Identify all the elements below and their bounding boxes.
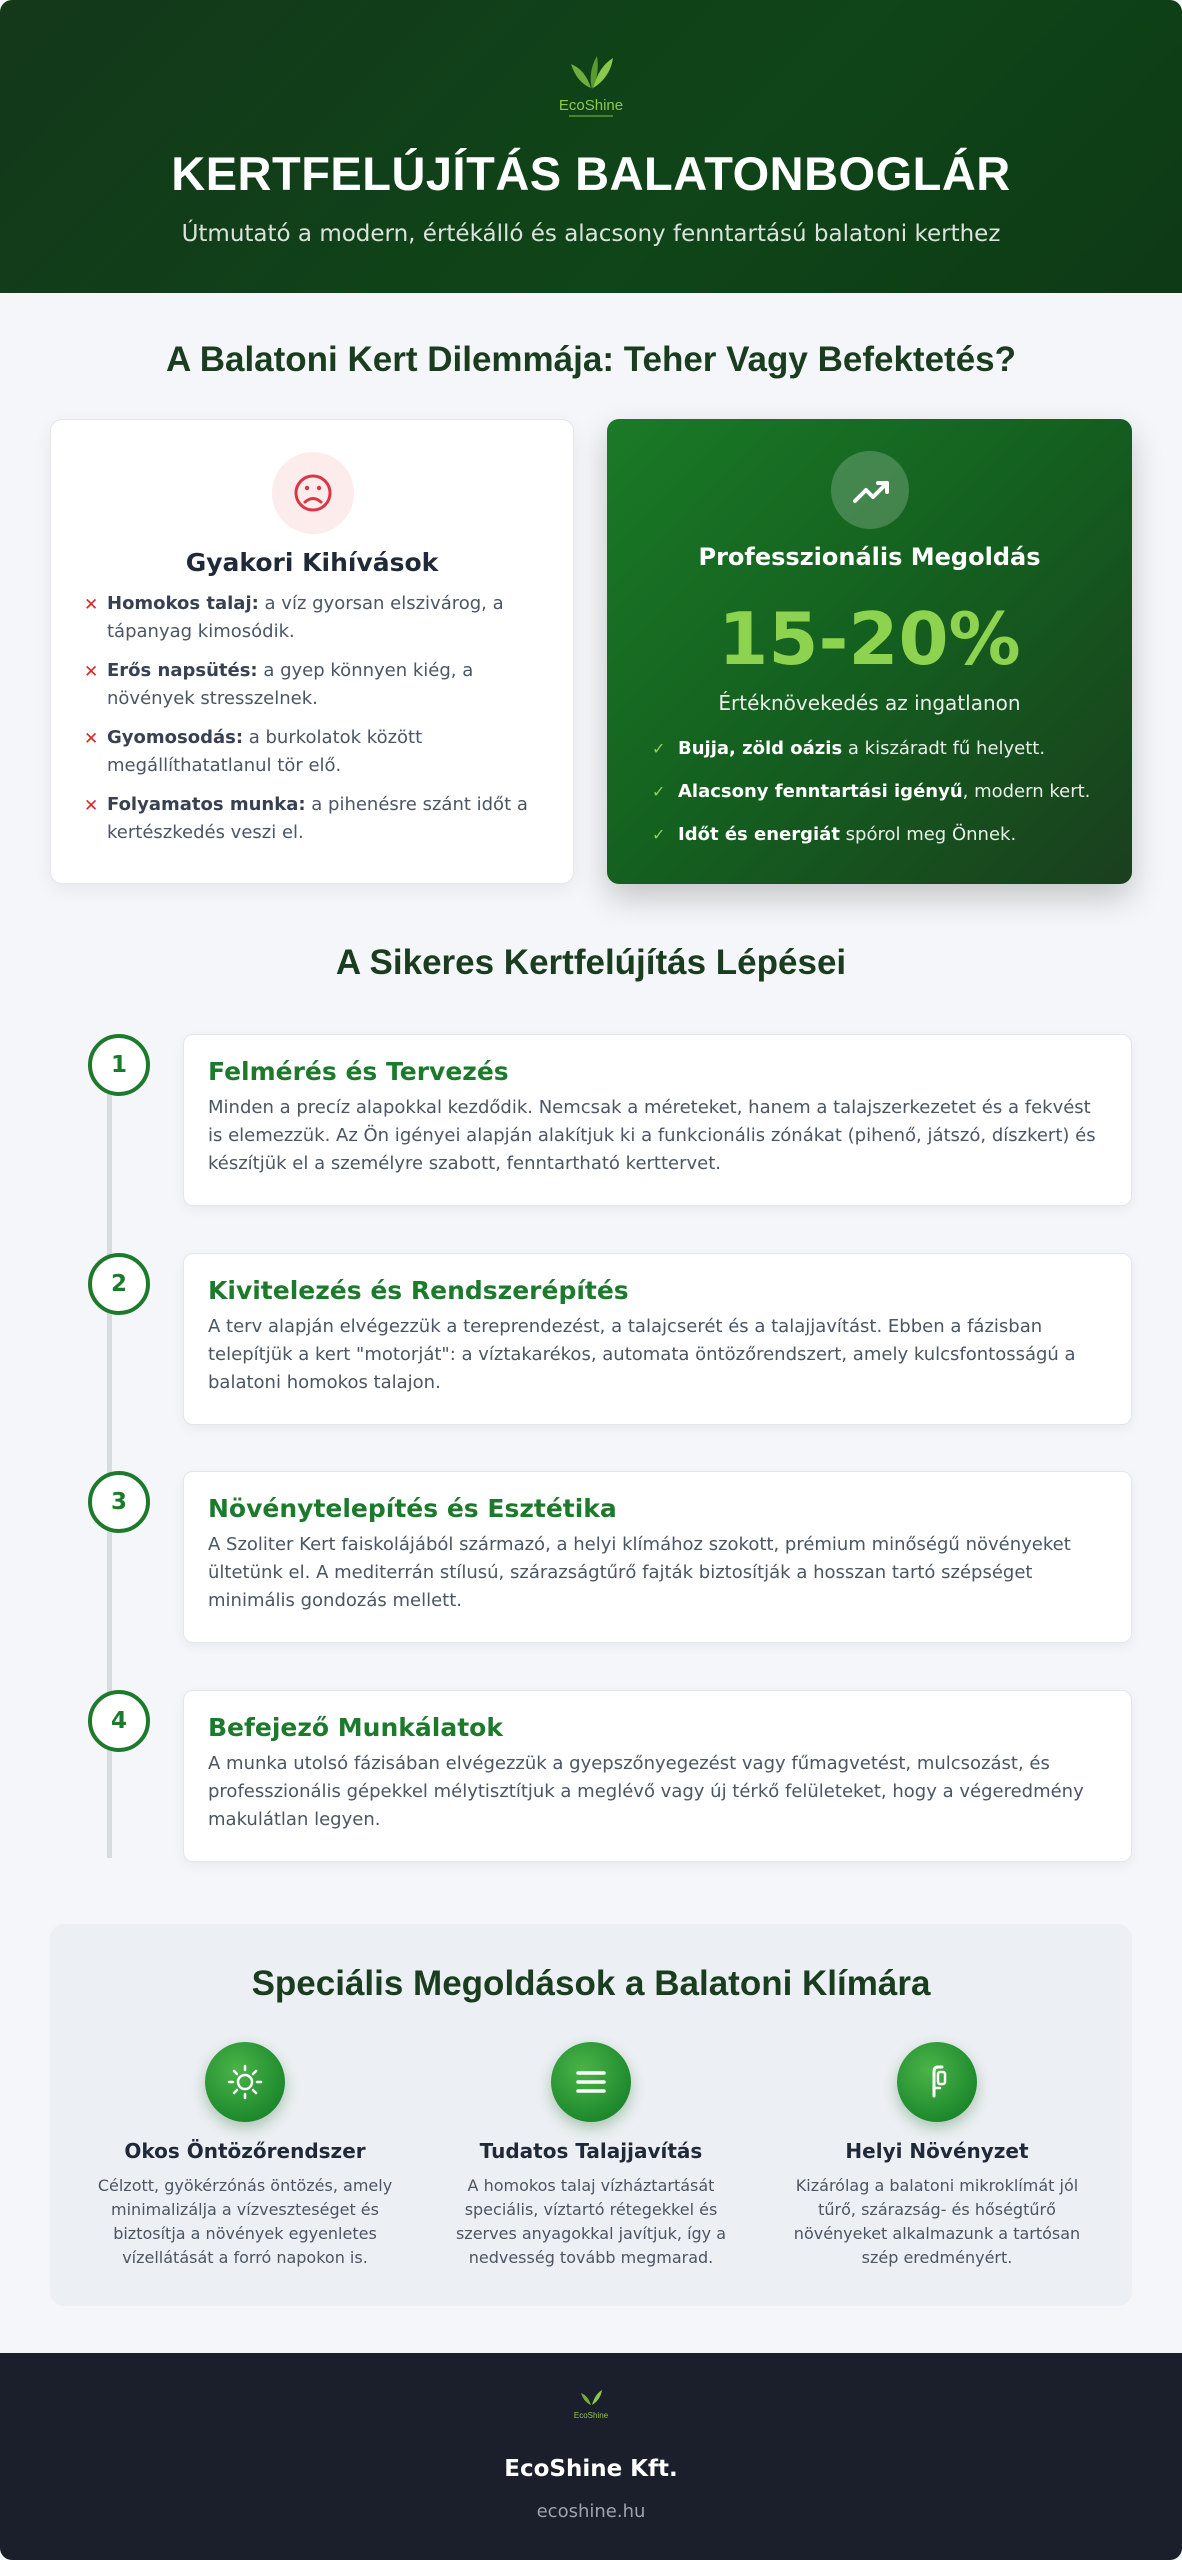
step-card-2 xyxy=(183,1253,1132,1425)
item-text: a gyep könnyen kiég, a növények stresszelnek. xyxy=(107,660,474,709)
item-bold: Erős napsütés: xyxy=(107,660,258,681)
check-icon: ✓ xyxy=(652,782,666,801)
sad-face-icon xyxy=(272,452,354,534)
item-bold: Gyomosodás: xyxy=(107,727,244,748)
step-card-1 xyxy=(183,1034,1132,1206)
item-bold: Alacsony fenntartási igényű xyxy=(678,781,963,802)
special-section-title: Speciális Megoldások a Balatoni Klímára xyxy=(251,1964,931,2003)
item-text: spórol meg Önnek. xyxy=(839,824,1017,845)
svg-text:EcoShine: EcoShine xyxy=(558,97,624,114)
x-icon: ✕ xyxy=(84,729,99,749)
item-text: a kiszáradt fű helyett. xyxy=(842,738,1046,759)
list-item xyxy=(652,735,1112,763)
dilemma-section-title: A Balatoni Kert Dilemmája: Teher Vagy Befektetés? xyxy=(166,340,1016,379)
step-title: Kivitelezés és Rendszerépítés xyxy=(208,1276,629,1305)
item-bold: Homokos talaj: xyxy=(107,593,259,614)
item-text: , modern kert. xyxy=(962,781,1091,802)
ecoshine-logo xyxy=(541,48,641,128)
list-item xyxy=(652,778,1112,806)
plant-icon xyxy=(897,2042,977,2122)
list-item xyxy=(81,590,551,646)
item-bold: Időt és energiát xyxy=(678,824,840,845)
steps-section-title: A Sikeres Kertfelújítás Lépései xyxy=(335,943,847,982)
feature-title: Tudatos Talajjavítás xyxy=(479,2139,703,2163)
item-text: a pihenésre szánt időt a kertészkedés veszi el. xyxy=(107,794,528,843)
solution-list xyxy=(652,735,1112,864)
x-icon: ✕ xyxy=(84,595,99,615)
ecoshine-logo-small xyxy=(566,2383,616,2427)
page-title: KERTFELÚJÍTÁS BALATONBOGLÁR xyxy=(171,147,1011,200)
step-card-3 xyxy=(183,1471,1132,1643)
layers-icon xyxy=(551,2042,631,2122)
step-title: Befejező Munkálatok xyxy=(208,1713,503,1742)
step-number-4: 4 xyxy=(88,1690,150,1752)
footer-company: EcoShine Kft. xyxy=(504,2456,678,2482)
step-title: Felmérés és Tervezés xyxy=(208,1057,509,1086)
step-card-4 xyxy=(183,1690,1132,1862)
solution-heading: Professzionális Megoldás xyxy=(698,543,1041,571)
page-subtitle: Útmutató a modern, értékálló és alacsony fenntartású balatoni kerthez xyxy=(181,221,1001,247)
item-text: a burkolatok között megállíthatatlanul tör elő. xyxy=(107,727,423,776)
footer-website-link[interactable]: ecoshine.hu xyxy=(536,2501,646,2522)
feature-title: Okos Öntözőrendszer xyxy=(124,2139,366,2163)
feature-title: Helyi Növényzet xyxy=(845,2139,1029,2163)
list-item xyxy=(81,791,551,847)
challenges-list xyxy=(81,590,551,858)
step-number-1: 1 xyxy=(88,1034,150,1096)
list-item xyxy=(81,657,551,713)
step-text: A Szoliter Kert faiskolájából származó, a helyi klímához szokott, prémium minőségű növényeket ültetünk el. A mediterrán stílusú, szárazságtűrő fajták biztosítják a hosszan tartó szépséget minimális gondozás mellett. xyxy=(208,1534,1071,1611)
item-bold: Folyamatos munka: xyxy=(107,794,306,815)
item-text: a víz gyorsan elszivárog, a tápanyag kimosódik. xyxy=(107,593,504,642)
trending-up-icon xyxy=(831,451,909,529)
special-solutions-panel xyxy=(50,1924,1132,2306)
challenges-heading: Gyakori Kihívások xyxy=(185,548,439,577)
solution-card xyxy=(607,419,1132,884)
step-number-3: 3 xyxy=(88,1471,150,1533)
sun-icon xyxy=(205,2042,285,2122)
svg-text:EcoShine: EcoShine xyxy=(573,2411,609,2420)
challenges-card xyxy=(50,419,574,884)
check-icon: ✓ xyxy=(652,739,666,758)
footer xyxy=(0,2353,1182,2560)
step-title: Növénytelepítés és Esztétika xyxy=(208,1494,617,1523)
list-item xyxy=(81,724,551,780)
item-bold: Bujja, zöld oázis xyxy=(678,738,843,759)
step-number-2: 2 xyxy=(88,1253,150,1315)
feature-text: Kizárólag a balatoni mikroklímát jól tűrő, szárazság- és hőségtűrő növényeket alkalmazunk a tartósan szép eredményért. xyxy=(793,2176,1081,2267)
x-icon: ✕ xyxy=(84,662,99,682)
value-increase-stat: 15-20% xyxy=(718,597,1021,681)
list-item xyxy=(652,821,1112,849)
feature-soil xyxy=(441,2042,741,2270)
step-text: Minden a precíz alapokkal kezdődik. Nemcsak a méreteket, hanem a talajszerkezetet és a fekvést is elemezzük. Az Ön igényei alapján alakítjuk ki a funkcionális zónákat (pihenő, játszó, díszkert) és készítjük el a személyre szabott, fenntartható kerttervet. xyxy=(208,1097,1096,1174)
check-icon: ✓ xyxy=(652,825,666,844)
step-text: A munka utolsó fázisában elvégezzük a gyepszőnyegezést vagy fűmagvetést, mulcsozást, és professzionális gépekkel mélytisztítjuk a meglévő vagy új térkő felületeket, hogy a végeredmény makulátlan legyen. xyxy=(208,1753,1084,1830)
hero-header xyxy=(0,0,1182,293)
dilemma-cards xyxy=(50,419,1132,884)
feature-text: Célzott, gyökérzónás öntözés, amely minimalizálja a vízveszteséget és biztosítja a növények egyenletes vízellátását a forró napokon is. xyxy=(97,2176,393,2267)
x-icon: ✕ xyxy=(84,796,99,816)
stat-label: Értéknövekedés az ingatlanon xyxy=(718,691,1021,715)
feature-irrigation xyxy=(95,2042,395,2270)
step-text: A terv alapján elvégezzük a tereprendezést, a talajcserét és a talajjavítást. Ebben a fázisban telepítjük a kert "motorját": a víztakarékos, automata öntözőrendszert, amely kulcsfontosságú a balatoni homokos talajon. xyxy=(208,1316,1076,1393)
feature-text: A homokos talaj vízháztartását speciális, víztartó rétegekkel és szerves anyagokkal javítjuk, így a nedvesség tovább megmarad. xyxy=(455,2176,727,2267)
feature-plants xyxy=(787,2042,1087,2270)
